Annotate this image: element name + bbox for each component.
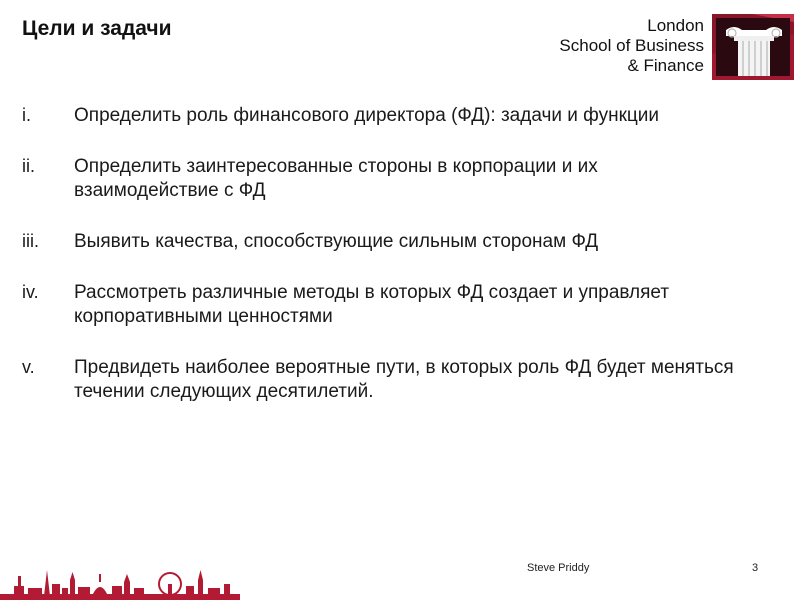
list-item-text: Выявить качества, способствующие сильным сторонам ФД xyxy=(74,231,599,252)
list-item-text: Определить заинтересованные стороны в корпорации и их взаимодействие с ФД xyxy=(74,156,598,201)
logo-line-3: & Finance xyxy=(627,56,704,75)
list-item-text: Предвидеть наиболее вероятные пути, в которых роль ФД будет меняться течении следующих десятилетий. xyxy=(74,357,734,402)
list-numeral: v. xyxy=(22,357,35,377)
footer-author: Steve Priddy xyxy=(527,562,590,574)
list-item xyxy=(22,155,782,203)
column-emblem-icon xyxy=(712,14,794,80)
london-skyline-icon xyxy=(0,560,800,600)
list-numeral: ii. xyxy=(22,156,35,176)
list-item-text: Определить роль финансового директора (ФД): задачи и функции xyxy=(74,105,660,126)
list-item xyxy=(22,104,782,128)
logo-line-1: London xyxy=(647,16,704,35)
list-numeral: iv. xyxy=(22,282,39,302)
list-numeral: iii. xyxy=(22,231,39,251)
logo-line-2: School of Business xyxy=(559,36,704,55)
lsbf-logo xyxy=(559,14,796,80)
logo-text xyxy=(544,16,704,76)
slide-title: Цели и задачи xyxy=(22,17,172,40)
list-item-text: Рассмотреть различные методы в которых ФД создает и управляет корпоративными ценностями xyxy=(74,282,670,327)
list-item xyxy=(22,281,782,329)
page-number: 3 xyxy=(752,562,759,574)
list-numeral: i. xyxy=(22,105,31,125)
objectives-list xyxy=(22,104,782,431)
list-item xyxy=(22,356,782,404)
list-item xyxy=(22,230,782,254)
